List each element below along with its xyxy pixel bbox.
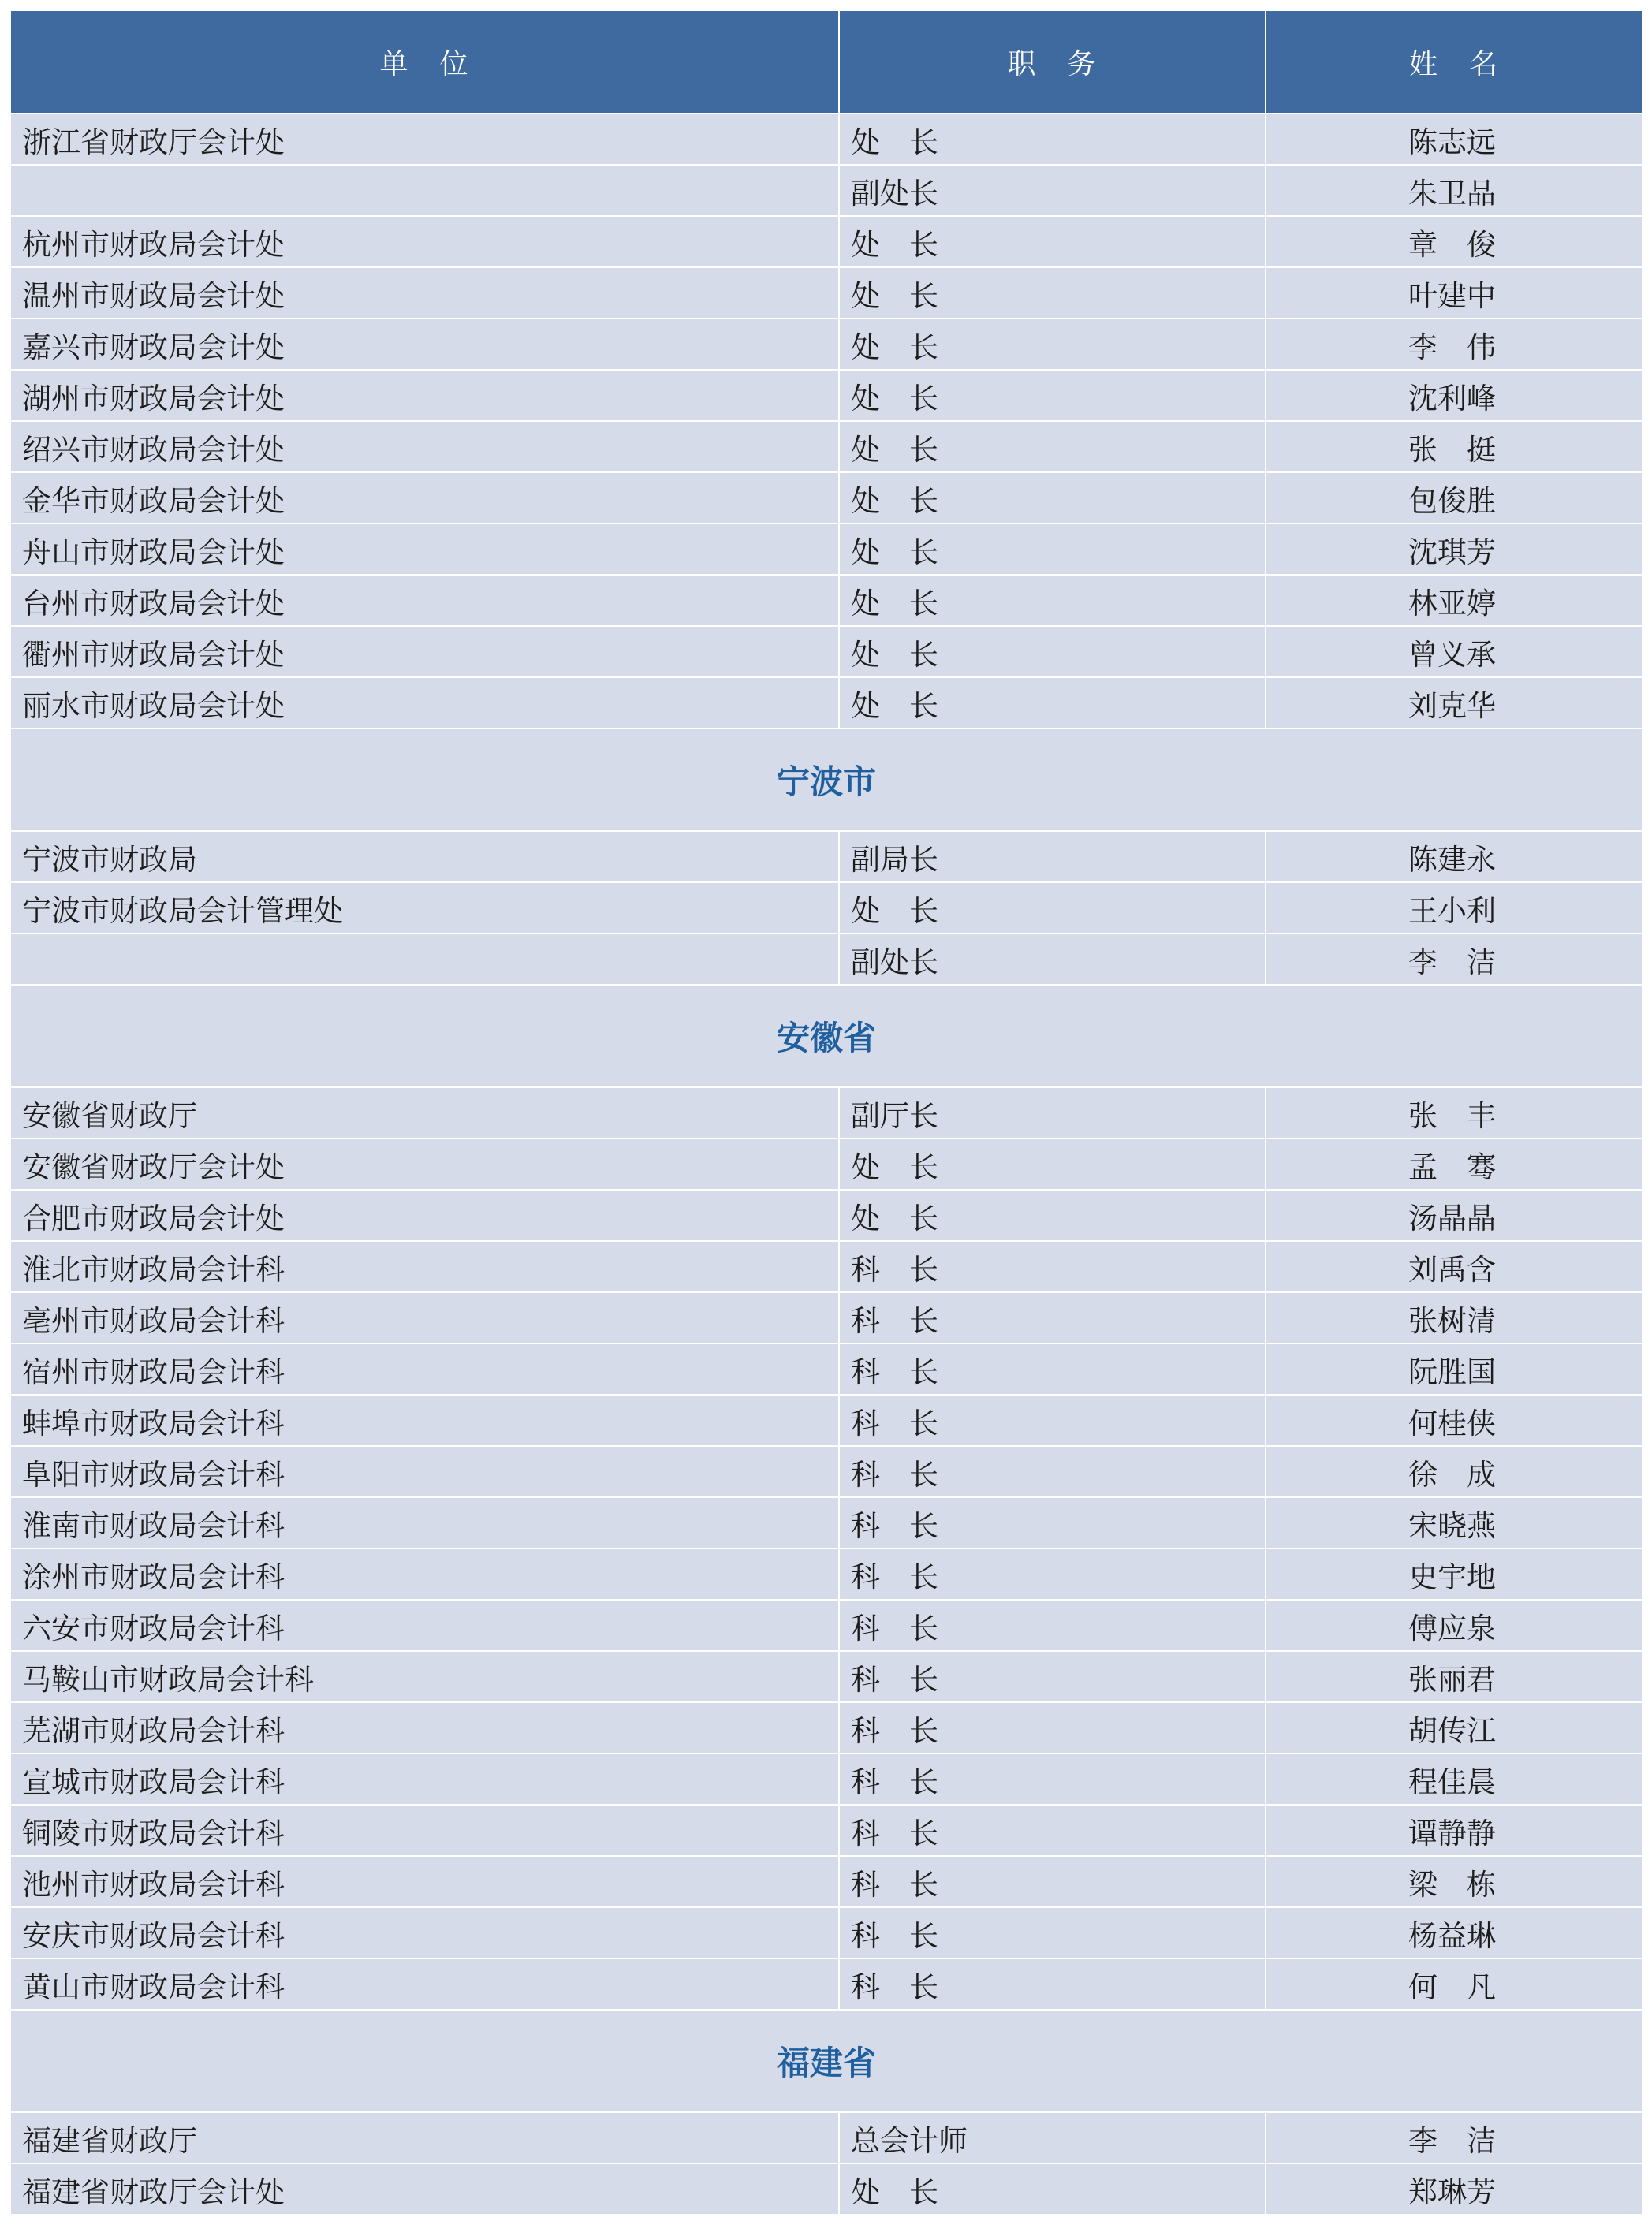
unit-cell — [11, 166, 838, 215]
table-row — [11, 933, 1642, 984]
name-cell: 杨益琳 — [1265, 1908, 1642, 1958]
name-cell: 傅应泉 — [1265, 1601, 1642, 1650]
position-cell: 副处长 — [838, 934, 1265, 984]
position-cell: 处 长 — [838, 217, 1265, 266]
position-cell: 处 长 — [838, 268, 1265, 318]
name-cell: 陈建永 — [1265, 832, 1642, 881]
position-cell: 科 长 — [838, 1857, 1265, 1906]
table-row — [11, 1138, 1642, 1189]
name-cell: 包俊胜 — [1265, 473, 1642, 523]
table-row — [11, 1650, 1642, 1701]
name-cell: 张树清 — [1265, 1293, 1642, 1343]
position-cell: 科 长 — [838, 1601, 1265, 1650]
unit-cell: 阜阳市财政局会计科 — [22, 1457, 285, 1492]
section-title: 宁波市 — [11, 728, 1642, 830]
table-row — [11, 830, 1642, 881]
position-cell: 处 长 — [838, 371, 1265, 420]
name-cell: 沈利峰 — [1265, 371, 1642, 420]
name-cell: 何 凡 — [1265, 1959, 1642, 2009]
name-cell: 孟 骞 — [1265, 1139, 1642, 1189]
personnel-table — [11, 11, 1642, 2214]
name-cell: 林亚婷 — [1265, 576, 1642, 625]
position-cell: 科 长 — [838, 1447, 1265, 1496]
unit-cell: 安徽省财政厅 — [22, 1098, 197, 1133]
table-row — [11, 1548, 1642, 1599]
name-cell: 沈琪芳 — [1265, 524, 1642, 574]
position-cell: 科 长 — [838, 1396, 1265, 1445]
section-title: 福建省 — [11, 2009, 1642, 2111]
position-cell: 科 长 — [838, 1754, 1265, 1804]
table-row — [11, 1291, 1642, 1343]
name-cell: 何桂侠 — [1265, 1396, 1642, 1445]
name-cell: 郑琳芳 — [1265, 2164, 1642, 2214]
table-row — [11, 1958, 1642, 2009]
table-body — [11, 113, 1642, 2214]
table-row — [11, 1240, 1642, 1291]
name-cell: 刘禹含 — [1265, 1242, 1642, 1291]
position-cell: 处 长 — [838, 1191, 1265, 1240]
unit-cell: 芜湖市财政局会计科 — [22, 1713, 285, 1748]
position-cell: 科 长 — [838, 1959, 1265, 2009]
unit-cell: 绍兴市财政局会计处 — [22, 432, 285, 467]
unit-cell: 舟山市财政局会计处 — [22, 535, 285, 569]
unit-cell: 金华市财政局会计处 — [22, 483, 285, 518]
unit-cell: 黄山市财政局会计科 — [22, 1970, 285, 2004]
name-cell: 宋晓燕 — [1265, 1498, 1642, 1548]
header-position: 职 务 — [838, 11, 1265, 113]
position-cell: 科 长 — [838, 1703, 1265, 1753]
unit-cell: 湖州市财政局会计处 — [22, 381, 285, 416]
table-row — [11, 1189, 1642, 1240]
unit-cell: 宿州市财政局会计科 — [22, 1355, 285, 1389]
unit-cell: 淮南市财政局会计科 — [22, 1508, 285, 1543]
unit-cell: 亳州市财政局会计科 — [22, 1303, 285, 1338]
unit-cell: 安庆市财政局会计科 — [22, 1918, 285, 1953]
position-cell: 处 长 — [838, 1139, 1265, 1189]
unit-cell: 丽水市财政局会计处 — [22, 688, 285, 723]
table-row — [11, 1906, 1642, 1958]
table-row — [11, 2111, 1642, 2163]
position-cell: 科 长 — [838, 1652, 1265, 1701]
unit-cell: 杭州市财政局会计处 — [22, 227, 285, 262]
position-cell: 科 长 — [838, 1344, 1265, 1394]
name-cell: 程佳晨 — [1265, 1754, 1642, 1804]
table-row — [11, 113, 1642, 164]
name-cell: 曾义承 — [1265, 627, 1642, 676]
name-cell: 刘克华 — [1265, 678, 1642, 728]
table-row — [11, 1804, 1642, 1855]
unit-cell: 宣城市财政局会计科 — [22, 1765, 285, 1799]
name-cell: 王小利 — [1265, 883, 1642, 933]
unit-cell: 淮北市财政局会计科 — [22, 1252, 285, 1287]
table-row — [11, 1343, 1642, 1394]
position-cell: 副局长 — [838, 832, 1265, 881]
position-cell: 科 长 — [838, 1498, 1265, 1548]
name-cell: 章 俊 — [1265, 217, 1642, 266]
name-cell: 史宇地 — [1265, 1549, 1642, 1599]
name-cell: 李 洁 — [1265, 934, 1642, 984]
position-cell: 科 长 — [838, 1293, 1265, 1343]
position-cell: 副厅长 — [838, 1088, 1265, 1138]
position-cell: 处 长 — [838, 576, 1265, 625]
unit-cell — [11, 934, 838, 984]
unit-cell: 合肥市财政局会计处 — [22, 1201, 285, 1235]
position-cell: 处 长 — [838, 2164, 1265, 2214]
unit-cell: 衢州市财政局会计处 — [22, 637, 285, 672]
unit-cell: 安徽省财政厅会计处 — [22, 1150, 285, 1184]
name-cell: 李 伟 — [1265, 319, 1642, 369]
name-cell: 李 洁 — [1265, 2113, 1642, 2163]
position-cell: 科 长 — [838, 1242, 1265, 1291]
table-row — [11, 625, 1642, 676]
unit-cell: 台州市财政局会计处 — [22, 586, 285, 620]
unit-cell: 池州市财政局会计科 — [22, 1867, 285, 1902]
position-cell: 处 长 — [838, 627, 1265, 676]
position-cell: 处 长 — [838, 422, 1265, 471]
table-row — [11, 1753, 1642, 1804]
name-cell: 张 挺 — [1265, 422, 1642, 471]
table-row — [11, 1394, 1642, 1445]
table-row — [11, 318, 1642, 369]
table-row — [11, 1599, 1642, 1650]
table-row — [11, 523, 1642, 574]
name-cell: 汤晶晶 — [1265, 1191, 1642, 1240]
table-row — [11, 1086, 1642, 1138]
unit-cell: 蚌埠市财政局会计科 — [22, 1406, 285, 1440]
table-row — [11, 420, 1642, 471]
position-cell: 处 长 — [838, 319, 1265, 369]
position-cell: 科 长 — [838, 1549, 1265, 1599]
name-cell: 陈志远 — [1265, 114, 1642, 164]
table-row — [11, 2163, 1642, 2214]
unit-cell: 嘉兴市财政局会计处 — [22, 330, 285, 364]
position-cell: 处 长 — [838, 114, 1265, 164]
table-row — [11, 164, 1642, 215]
header-name: 姓 名 — [1265, 11, 1642, 113]
table-row — [11, 881, 1642, 933]
name-cell: 阮胜国 — [1265, 1344, 1642, 1394]
name-cell: 梁 栋 — [1265, 1857, 1642, 1906]
position-cell: 科 长 — [838, 1806, 1265, 1855]
table-row — [11, 1496, 1642, 1548]
position-cell: 处 长 — [838, 883, 1265, 933]
unit-cell: 浙江省财政厅会计处 — [22, 125, 285, 159]
table-row — [11, 574, 1642, 625]
unit-cell: 六安市财政局会计科 — [22, 1611, 285, 1645]
table-row — [11, 1445, 1642, 1496]
table-row — [11, 1701, 1642, 1753]
unit-cell: 铜陵市财政局会计科 — [22, 1816, 285, 1850]
table-row — [11, 676, 1642, 728]
unit-cell: 涂州市财政局会计科 — [22, 1560, 285, 1594]
unit-cell: 福建省财政厅 — [22, 2123, 197, 2158]
name-cell: 张 丰 — [1265, 1088, 1642, 1138]
unit-cell: 马鞍山市财政局会计科 — [22, 1662, 314, 1697]
unit-cell: 福建省财政厅会计处 — [22, 2175, 285, 2209]
name-cell: 胡传江 — [1265, 1703, 1642, 1753]
table-row — [11, 471, 1642, 523]
name-cell: 叶建中 — [1265, 268, 1642, 318]
position-cell: 总会计师 — [838, 2113, 1265, 2163]
position-cell: 处 长 — [838, 473, 1265, 523]
table-row — [11, 1855, 1642, 1906]
name-cell: 张丽君 — [1265, 1652, 1642, 1701]
name-cell: 谭静静 — [1265, 1806, 1642, 1855]
name-cell: 朱卫品 — [1265, 166, 1642, 215]
unit-cell: 宁波市财政局会计管理处 — [22, 893, 343, 928]
position-cell: 科 长 — [838, 1908, 1265, 1958]
table-row — [11, 266, 1642, 318]
unit-cell: 温州市财政局会计处 — [22, 278, 285, 313]
table-header — [11, 11, 1642, 113]
unit-cell: 宁波市财政局 — [22, 842, 197, 877]
position-cell: 处 长 — [838, 524, 1265, 574]
section-title: 安徽省 — [11, 984, 1642, 1086]
table-row — [11, 215, 1642, 266]
table-row — [11, 369, 1642, 420]
position-cell: 处 长 — [838, 678, 1265, 728]
name-cell: 徐 成 — [1265, 1447, 1642, 1496]
position-cell: 副处长 — [838, 166, 1265, 215]
header-unit: 单 位 — [379, 48, 470, 80]
